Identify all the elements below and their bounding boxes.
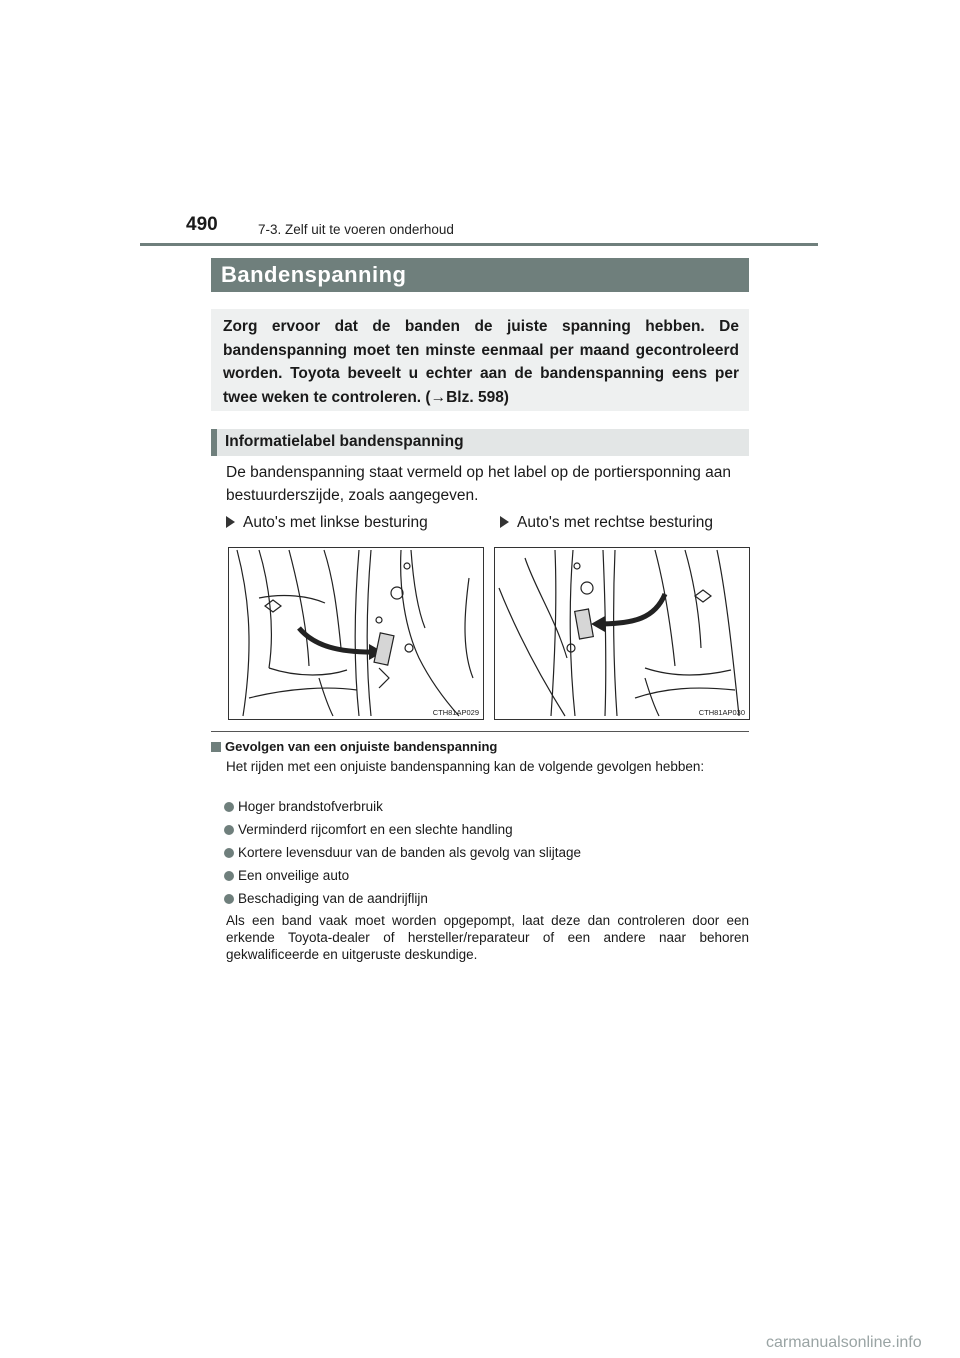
page-title: Bandenspanning xyxy=(221,262,407,287)
title-bar xyxy=(211,258,749,292)
list-item-text: Beschadiging van de aandrijflijn xyxy=(238,891,428,906)
header-rule xyxy=(140,243,818,246)
subsection-title: Informatielabel bandenspanning xyxy=(225,433,464,450)
illustration-right xyxy=(494,547,750,720)
note-heading xyxy=(211,739,497,754)
illustration-code-right: CTH81AP030 xyxy=(698,708,745,717)
list-item xyxy=(224,867,581,890)
triangle-right-icon xyxy=(226,516,235,528)
caption-right-label: Auto's met rechtse besturing xyxy=(517,514,713,531)
door-pillar-drawing-right xyxy=(495,548,749,719)
list-item xyxy=(224,798,581,821)
circle-bullet-icon xyxy=(224,894,234,904)
illustration-code-left: CTH81AP029 xyxy=(432,708,479,717)
subsection-accent xyxy=(211,429,217,456)
list-item xyxy=(224,890,581,913)
watermark: carmanualsonline.info xyxy=(766,1334,922,1351)
circle-bullet-icon xyxy=(224,802,234,812)
caption-right xyxy=(500,514,713,532)
list-item xyxy=(224,844,581,867)
circle-bullet-icon xyxy=(224,825,234,835)
body-text: De bandenspanning staat vermeld op het label op de portiersponning aan bestuurderszijde, zoals aangegeven. xyxy=(226,464,731,504)
subsection-bar xyxy=(211,429,749,456)
circle-bullet-icon xyxy=(224,848,234,858)
section-reference: 7-3. Zelf uit te voeren onderhoud xyxy=(258,222,454,237)
intro-text: Zorg ervoor dat de banden de juiste spanning hebben. De bandenspanning moet ten minste eenmaal per maand gecontroleerd worden. Toyota beveelt u echter aan de bandenspanning eens per twee weken te controleren. (→Blz. 598) xyxy=(223,318,739,406)
note-intro: Het rijden met een onjuiste bandenspanning kan de volgende gevolgen hebben: xyxy=(226,759,705,774)
caption-left-label: Auto's met linkse besturing xyxy=(243,514,428,531)
square-bullet-icon xyxy=(211,742,221,752)
list-item-text: Hoger brandstofverbruik xyxy=(238,799,383,814)
page-number: 490 xyxy=(186,214,218,235)
list-item-text: Kortere levensduur van de banden als gevolg van slijtage xyxy=(238,845,581,860)
list-item xyxy=(224,821,581,844)
list-item-text: Verminderd rijcomfort en een slechte handling xyxy=(238,822,513,837)
section-divider xyxy=(211,731,749,732)
door-pillar-drawing-left xyxy=(229,548,483,719)
illustration-left xyxy=(228,547,484,720)
intro-box xyxy=(211,309,749,411)
caption-left xyxy=(226,514,428,532)
triangle-right-icon xyxy=(500,516,509,528)
note-heading-text: Gevolgen van een onjuiste bandenspanning xyxy=(225,739,498,754)
list-item-text: Een onveilige auto xyxy=(238,868,350,883)
note-outro: Als een band vaak moet worden opgepompt, laat deze dan controleren door een erkende Toyota-dealer of hersteller/reparateur of een andere naar behoren gekwalificeerde en uitgeruste deskundige. xyxy=(226,913,749,962)
circle-bullet-icon xyxy=(224,871,234,881)
consequence-list xyxy=(224,798,581,913)
